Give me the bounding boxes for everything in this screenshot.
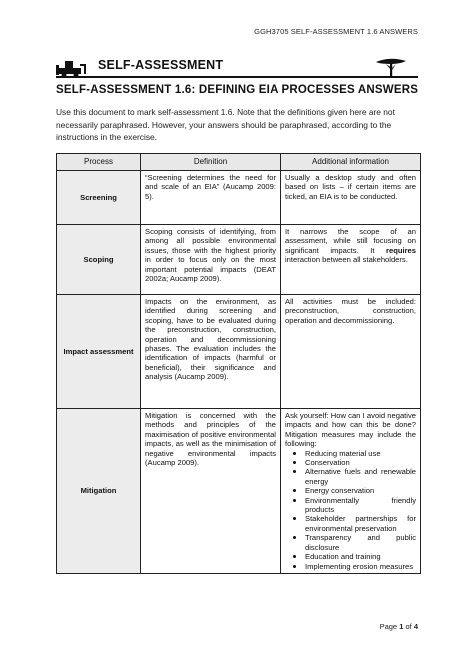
column-header-additional-information: Additional information	[281, 154, 421, 171]
table-row-impact-assessment	[57, 295, 421, 409]
intro-paragraph: Use this document to mark self-assessment 1.6. Note that the definitions given here are not necessarily paraphrased. However, your answers should be paraphrased, according to the instructions in the exercise.	[56, 107, 395, 142]
definition-cell: Scoping consists of identifying, from among all possible environmental issues, those with the highest priority in order to focus only on the most important potential impacts (DEAT 2002a; Aucamp 2009).	[141, 225, 281, 295]
list-item: Transparency and public disclosure	[299, 533, 416, 552]
list-item: Implementing erosion measures	[299, 562, 416, 571]
additional-info-cell	[281, 409, 421, 574]
banner-title: SELF-ASSESSMENT	[98, 58, 224, 72]
table-header-row	[57, 154, 421, 171]
list-item: Reducing material use	[299, 449, 416, 458]
self-assessment-banner	[56, 56, 418, 80]
list-item: Environmentally friendly products	[299, 496, 416, 515]
page-footer	[380, 622, 418, 631]
table-row-scoping	[57, 225, 421, 295]
info-emphasis: requires	[386, 245, 416, 255]
list-item: Conservation	[299, 458, 416, 467]
mitigation-measures-list	[285, 449, 416, 571]
process-cell: Screening	[57, 171, 141, 225]
definition-cell: Mitigation is concerned with the methods and principles of the maximisation of positive environmental impacts, as well as the minimisation of negative environmental impacts (Aucamp 2009).	[141, 409, 281, 574]
list-item: Stakeholder partnerships for environmental preservation	[299, 514, 416, 533]
definition-cell: Impacts on the environment, as identified during screening and scoping, have to be evaluated during the preconstruction, construction, operation and decommissioning phases. The evaluation includes the identification of impacts (harmful or beneficial), their significance and analysis (Aucamp 2009).	[141, 295, 281, 409]
info-text: interaction between all stakeholders.	[285, 255, 408, 265]
additional-info-cell	[281, 225, 421, 295]
info-text: Ask yourself: How can I avoid negative impacts and how can this be done? Mitigation measures may include the following:	[285, 411, 416, 449]
page-header: GGH3705 SELF-ASSESSMENT 1.6 ANSWERS	[254, 27, 418, 36]
table-row-mitigation	[57, 409, 421, 574]
table-row-screening	[57, 171, 421, 225]
process-cell: Impact assessment	[57, 295, 141, 409]
list-item: Alternative fuels and renewable energy	[299, 467, 416, 486]
column-header-definition: Definition	[141, 154, 281, 171]
page-total: 4	[413, 622, 418, 631]
info-text: It narrows the scope of an assessment, while still focusing on significant impacts. It	[285, 227, 416, 255]
additional-info-cell: Usually a desktop study and often based on lists – if certain items are ticked, an EIA is to be conducted.	[281, 171, 421, 225]
acacia-tree-icon	[376, 59, 406, 77]
column-header-process: Process	[57, 154, 141, 171]
additional-info-cell: All activities must be included: preconstruction, construction, operation and decommissioning.	[281, 295, 421, 409]
bulldozer-icon	[56, 61, 86, 78]
process-cell: Mitigation	[57, 409, 141, 574]
page-label: Page	[379, 622, 398, 631]
list-item: Energy conservation	[299, 486, 416, 495]
of-label: of	[405, 622, 412, 631]
eia-process-table	[56, 153, 421, 574]
document-title: SELF-ASSESSMENT 1.6: DEFINING EIA PROCESSES ANSWERS	[56, 84, 419, 96]
page-number: 1	[399, 622, 404, 631]
definition-cell: “Screening determines the need for and scale of an EIA” (Aucamp 2009: 5).	[141, 171, 281, 225]
process-cell: Scoping	[57, 225, 141, 295]
list-item: Education and training	[299, 552, 416, 561]
